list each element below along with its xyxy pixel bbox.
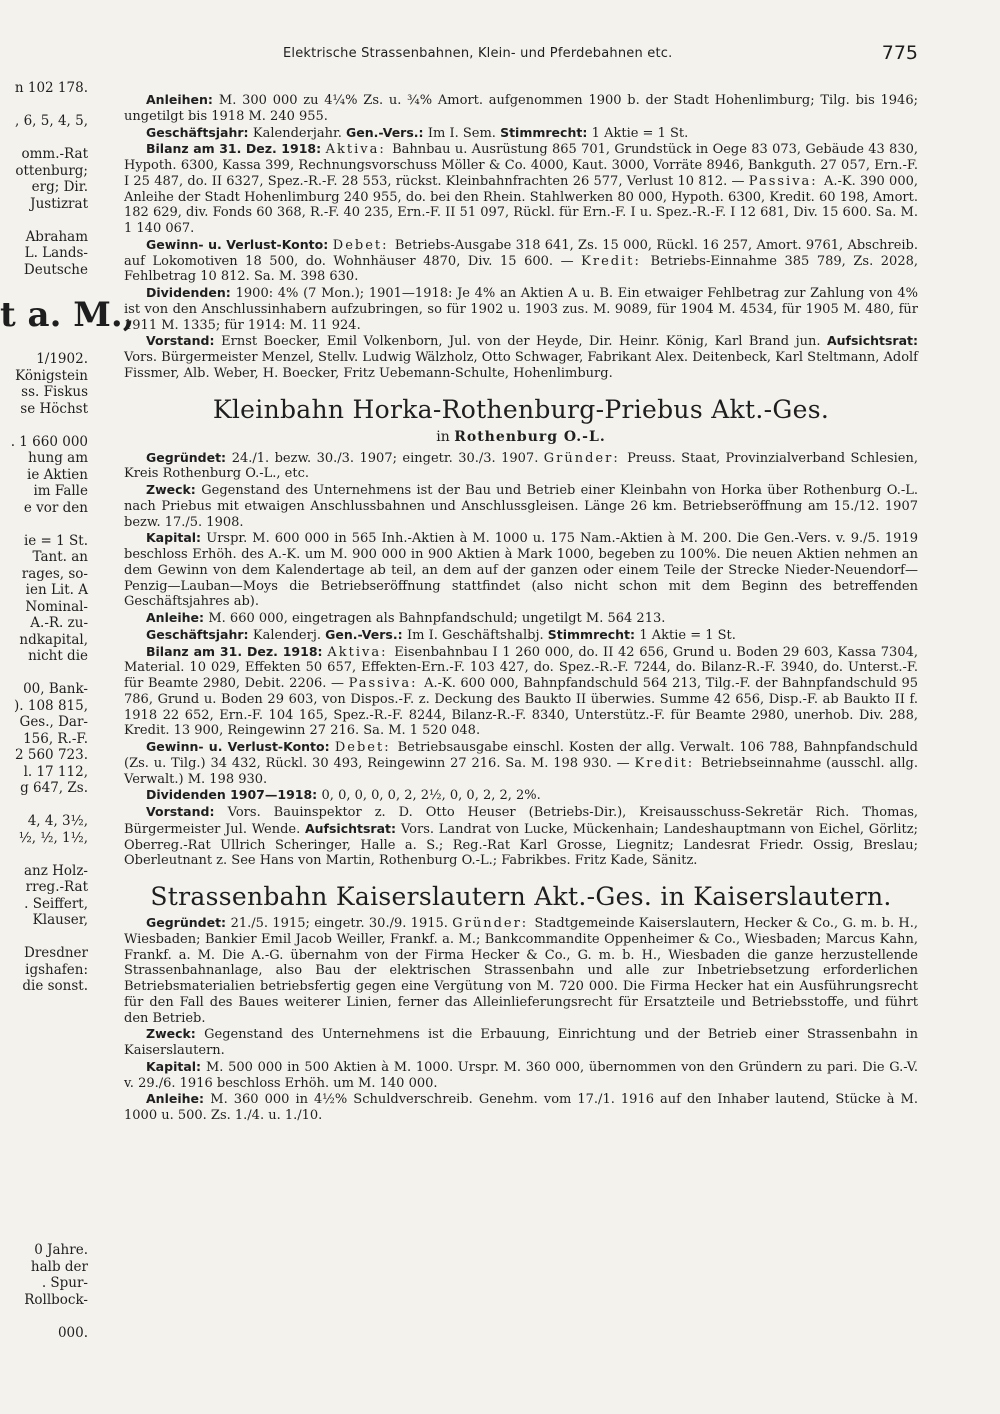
margin-fragment-line: Dresdner bbox=[24, 945, 88, 961]
field-label: Anleihe: bbox=[146, 610, 209, 625]
margin-fragment-line: die sonst. bbox=[22, 978, 88, 994]
margin-fragment-line bbox=[0, 1061, 88, 1078]
entry-text: 1 Aktie = 1 St. bbox=[639, 627, 736, 643]
running-title: Elektrische Strassenbahnen, Klein- und Pferdebahnen etc. bbox=[283, 46, 673, 61]
margin-fragment-line bbox=[0, 516, 88, 533]
entry-paragraph bbox=[124, 1026, 918, 1059]
entry-text: 24./1. bezw. 30./3. 1907; eingetr. 30./3. 1907. bbox=[231, 450, 544, 466]
entry-paragraph bbox=[124, 141, 918, 237]
field-label: Anleihe: bbox=[146, 1091, 211, 1107]
field-label: Kapital: bbox=[146, 530, 207, 546]
entry-paragraph bbox=[124, 450, 918, 483]
entry-paragraph bbox=[124, 1091, 918, 1124]
margin-fragment-line bbox=[0, 1226, 88, 1243]
entry-paragraph bbox=[124, 610, 918, 627]
entry-text: Betriebs-Ausgabe 318 641, Zs. 15 000, Rückl. 16 257, Amort. 9761, Abschreib. auf Lokomotiven 18 500, do. Wohnhäuser 4870, Div. 15 600. — bbox=[124, 237, 918, 269]
margin-fragment-line bbox=[0, 1209, 88, 1226]
margin-fragment-line: omm.-Rat bbox=[21, 146, 88, 162]
location-prefix: in bbox=[436, 428, 450, 445]
margin-fragment-line: . Spur- bbox=[41, 1275, 88, 1291]
margin-fragment-line: ottenburg; bbox=[15, 162, 88, 179]
entry-text: Betriebs-Einnahme 385 789, Zs. 2028, Fehlbetrag 10 812. Sa. M. 398 630. bbox=[124, 253, 918, 285]
field-label: Zweck: bbox=[146, 1026, 205, 1042]
margin-fragment-line: t a. M., bbox=[0, 294, 135, 335]
entry-paragraph bbox=[124, 333, 918, 381]
entry-text: 0, 0, 0, 0, 0, 2, 2½, 0, 0, 2, 2, 2%. bbox=[321, 788, 541, 804]
margin-fragment-line: . 1 660 000 bbox=[10, 433, 88, 450]
entry-text: 1900: 4% (7 Mon.); 1901—1918: Je 4% an Aktien A u. B. Ein etwaiger Fehlbetrag zur Zahlung von 4% ist von den Anschlussinhabern aufzubringen, so für 1902 u. 1903 zus. M. 9089, für 1904 M. 4534, für 1905 M. 480, für 1911 M. 1335; für 1914: M. 11 924. bbox=[124, 286, 918, 333]
entry-text: Gegenstand des Unternehmens ist der Bau und Betrieb einer Kleinbahn von Horka über Rothenburg O.-L. nach Priebus mit etwaigen Anschlussbahnen und Anschlussgleisen. Länge 26 km. Betriebseröffnung am 15./12. 1907 bezw. 17./5. 1908. bbox=[124, 483, 918, 530]
margin-fragment-line: Königstein bbox=[15, 367, 88, 384]
margin-fragment-line bbox=[0, 1308, 88, 1325]
entry-text: M. 360 000 in 4½% Schuldverschreib. Genehm. vom 17./1. 1916 auf den Inhaber lautend, Stücke à M. 1000 u. 500. Zs. 1./4. u. 1./10. bbox=[124, 1092, 918, 1123]
field-label: Stimmrecht: bbox=[500, 124, 592, 140]
entry-paragraph bbox=[124, 739, 918, 787]
margin-fragment-line: Justizrat bbox=[30, 195, 88, 212]
page-header bbox=[128, 40, 918, 70]
entry-text: Betriebseinnahme (ausschl. allg. Verwalt.) M. 198 930. bbox=[124, 755, 918, 787]
entry-text: 1 Aktie = 1 St. bbox=[591, 125, 689, 141]
field-label: Gewinn- u. Verlust-Konto: bbox=[146, 236, 333, 252]
margin-fragment-line bbox=[0, 417, 88, 434]
entry-text: Betriebsausgabe einschl. Kosten der allg. Verwalt. 106 788, Bahnpfandschuld (Zs. u. Tilg.) 34 432, Rückl. 30 493, Reingewinn 27 216. Sa. M. 198 930. — bbox=[124, 740, 918, 771]
entry-paragraph bbox=[124, 125, 918, 142]
entry-paragraph bbox=[124, 644, 918, 740]
entry-text: Bahnbau u. Ausrüstung 865 701, Grundstück in Oege 83 073, Gebäude 43 830, Hypoth. 6300, Kassa 399, Rechnungsvorschuss Möller & Co. 4000, Kaut. 3000, Vorräte 8946, Bankguth. 27 057, Ern.-F. I 25 487, do. II 6327, Spez.-R.-F. 28 553, rückst. Kleinbahnfrachten 26 577, Verlust 10 812. — bbox=[124, 142, 918, 189]
entry-text: Im I. Sem. bbox=[427, 125, 501, 141]
field-label: Zweck: bbox=[146, 482, 202, 497]
entry-text: 21./5. 1915; eingetr. 30./9. 1915. bbox=[230, 916, 453, 931]
margin-fragment-line bbox=[0, 1077, 88, 1094]
entry-text: A.-K. 600 000, Bahnpfandschuld 564 213, Tilg.-F. der Bahnpfandschuld 95 786, Grund u. Boden 29 603, von Dispos.-F. z. Deckung des Baukto II überwies. Summe 42 656, Disp.-F. ab Baukto II f. 1918 22 652, Ern.-F. 104 165, Spez.-R.-F. 8244, Bilanz-R.-F. 8340, Unterstütz.-F. für Beamte 2980, unerhob. Div. 288, Kredit. 13 900, Reingewinn 27 216. Sa. M. 1 520 048. bbox=[124, 676, 918, 739]
field-label: Bilanz am 31. Dez. 1918: bbox=[146, 643, 328, 659]
field-label: Kapital: bbox=[146, 1058, 206, 1074]
margin-fragment-line bbox=[0, 1094, 88, 1111]
margin-fragment-line: se Höchst bbox=[20, 400, 88, 417]
margin-fragment-line bbox=[0, 1127, 88, 1144]
company-title: Kleinbahn Horka-Rothenburg-Priebus Akt.-Ges. bbox=[212, 394, 830, 424]
field-label: Aufsichtsrat: bbox=[304, 820, 401, 836]
entry-text: Kalenderjahr. bbox=[252, 125, 347, 141]
margin-fragment-line: ½, ½, 1½, bbox=[18, 829, 88, 846]
margin-fragment-line: Tant. an bbox=[32, 549, 88, 565]
margin-fragment-line: igshafen: bbox=[25, 961, 88, 978]
margin-fragment-line: ie Aktien bbox=[27, 466, 88, 483]
margin-fragment-line: erg; Dir. bbox=[31, 179, 88, 195]
entry-text: Vors. Landrat von Lucke, Mückenhain; Landeshauptmann von Eichel, Görlitz; Oberreg.-Rat Ullrich Scheringer, Halle a. S.; Reg.-Rat Karl Grosse, Liegnitz; Landesrat Friedr. Ossig, Breslau; Oberleutnant z. See Hans von Martin, Rothenburg O.-L.; Fabrikbes. Fritz Kade, Sänitz. bbox=[124, 821, 919, 869]
margin-fragment-line bbox=[0, 1193, 88, 1210]
spaced-label: Gründer: bbox=[543, 450, 628, 466]
entry-paragraph bbox=[124, 804, 918, 869]
margin-fragment-line: 2 560 723. bbox=[15, 747, 88, 763]
field-label: Aufsichtsrat: bbox=[826, 333, 918, 349]
entry-text: Im I. Geschäftshalbj. bbox=[406, 627, 548, 643]
margin-fragment-line: 0 Jahre. bbox=[34, 1242, 88, 1258]
margin-fragment-line bbox=[0, 1143, 88, 1160]
margin-fragment-line: im Falle bbox=[33, 483, 88, 499]
field-label: Gen.-Vers.: bbox=[346, 124, 428, 140]
margin-fragment-line: l. 17 112, bbox=[23, 763, 88, 780]
margin-fragment-line: n 102 178. bbox=[14, 80, 88, 96]
margin-fragment-line bbox=[0, 846, 88, 863]
entry-paragraph bbox=[124, 787, 918, 804]
field-label: Geschäftsjahr: bbox=[146, 626, 253, 642]
entry-text: M. 500 000 in 500 Aktien à M. 1000. Urspr. M. 360 000, übernommen von den Gründern zu pari. Die G.-V. v. 29./6. 1916 beschloss Erhöh. um M. 140 000. bbox=[124, 1059, 918, 1091]
margin-fragment-line: Nominal- bbox=[25, 598, 88, 615]
entry-paragraph bbox=[124, 530, 918, 610]
margin-fragment-line bbox=[0, 665, 88, 682]
spaced-label: Passiva: bbox=[748, 173, 824, 189]
margin-fragment-line: Klauser, bbox=[32, 912, 88, 928]
entry-text: Vors. Bürgermeister Menzel, Stellv. Ludwig Wälzholz, Otto Schwager, Fabrikant Alex. Deitenbeck, Karl Steltmann, Adolf Fissmer, Alb. Weber, H. Boecker, Fritz Uebemann-Schulte, Hohenlimburg. bbox=[124, 350, 918, 381]
field-label: Gegründet: bbox=[146, 449, 232, 465]
margin-fragment-line: ie = 1 St. bbox=[23, 532, 88, 549]
field-label: Dividenden: bbox=[146, 285, 236, 300]
spaced-label: Gründer: bbox=[452, 916, 535, 931]
spaced-label: Debet: bbox=[334, 740, 398, 755]
margin-fragment-line: 4, 4, 3½, bbox=[27, 813, 88, 829]
margin-fragment-line bbox=[0, 1110, 88, 1127]
entry-text: M. 660 000, eingetragen als Bahnpfandschuld; ungetilgt M. 564 213. bbox=[208, 611, 666, 626]
margin-fragment-line: halb der bbox=[30, 1258, 88, 1275]
entry-paragraph bbox=[124, 237, 918, 285]
field-label: Bilanz am 31. Dez. 1918: bbox=[146, 141, 326, 157]
entry-paragraph bbox=[124, 285, 918, 333]
spaced-label: Kredit: bbox=[581, 253, 651, 269]
margin-fragment-line: Ges., Dar- bbox=[19, 714, 88, 730]
entry-text: Eisenbahnbau I 1 260 000, do. II 42 656, Grund u. Boden 29 603, Kassa 7304, Material. 10 029, Effekten 50 657, Effekten-Ern.-F. 103 427, do. Spez.-R.-F. 7244, do. Bilanz-R.-F. 3940, do. Unterst.-F. für Beamte 2980, Debit. 2206. — bbox=[124, 644, 918, 691]
field-label: Geschäftsjahr: bbox=[146, 124, 253, 140]
entry-text: M. 300 000 zu 4¼% Zs. u. ¾% Amort. aufgenommen 1900 b. der Stadt Hohenlimburg; Tilg. bis 1946; ungetilgt bis 1918 M. 240 955. bbox=[124, 93, 918, 124]
field-label: Stimmrecht: bbox=[547, 626, 640, 642]
field-label: Vorstand: bbox=[146, 804, 228, 819]
company-location bbox=[124, 428, 918, 446]
margin-fragment-line bbox=[0, 1044, 88, 1061]
entry-paragraph bbox=[124, 92, 918, 125]
margin-fragment-line bbox=[0, 1011, 88, 1028]
spaced-label: Kredit: bbox=[634, 755, 702, 771]
margin-fragment-line: , 6, 5, 4, 5, bbox=[15, 113, 88, 129]
margin-fragment-line: g 647, Zs. bbox=[20, 780, 88, 796]
margin-fragment-line: L. Lands- bbox=[24, 245, 88, 261]
margin-fragment-line: 1/1902. bbox=[36, 351, 88, 367]
margin-fragment-line: ss. Fiskus bbox=[21, 384, 88, 400]
margin-fragment-line bbox=[0, 1176, 88, 1193]
margin-fragment-line bbox=[0, 97, 88, 114]
spaced-label: Aktiva: bbox=[327, 644, 395, 660]
field-label: Gewinn- u. Verlust-Konto: bbox=[146, 739, 335, 754]
entry-paragraph bbox=[124, 627, 918, 644]
margin-fragment-line: nicht die bbox=[28, 648, 88, 664]
field-label: Anleihen: bbox=[146, 92, 219, 107]
page-number: 775 bbox=[881, 42, 918, 64]
spaced-label: Debet: bbox=[332, 237, 395, 253]
margin-fragment-line: 000. bbox=[57, 1324, 88, 1341]
entry-text: Ernst Boecker, Emil Volkenborn, Jul. von der Heyde, Dir. Heinr. König, Karl Brand jun. bbox=[221, 334, 827, 350]
adjacent-page-margin bbox=[0, 80, 135, 1341]
margin-fragment-line: 156, R.-F. bbox=[23, 730, 88, 747]
spaced-label: Passiva: bbox=[348, 676, 425, 691]
field-label: Dividenden 1907—1918: bbox=[146, 787, 322, 803]
entry-paragraph bbox=[124, 915, 918, 1026]
spaced-label: Aktiva: bbox=[325, 142, 393, 158]
margin-fragment-line: ndkapital, bbox=[19, 631, 88, 648]
entry-text: Urspr. M. 600 000 in 565 Inh.-Aktien à M. 1000 u. 175 Nam.-Aktien à M. 200. Die Gen.-Vers. v. 9./5. 1919 beschloss Erhöh. des A.-K. um M. 900 000 in 900 Aktien à Mark 1000, begeben zu 100%. Die neuen Aktien nehmen an dem Gewinn von dem Kalendertage ab teil, an dem auf der ganzen oder einem Teile der Strecke Nieder-Neuendorf—Penzig—Lauban—Moys die Betriebseröffnung stattfindet (also nicht schon mit dem Beginn des betreffenden Geschäftsjahres ab). bbox=[124, 531, 918, 610]
entry-text: A.-K. 390 000, Anleihe der Stadt Hohenlimburg 240 955, do. bei den Rhein. Stahlwerken 80 000, Hypoth. 6300, Kredit. 60 198, Amort. 182 629, div. Fonds 60 368, R.-F. 40 235, Ern.-F. II 51 097, Rückl. für Ern.-F. I u. Spez.-R.-F. I 12 681, Div. 15 600. Sa. M. 1 140 067. bbox=[124, 173, 918, 236]
margin-fragment-line bbox=[0, 335, 88, 352]
entry-text: Vors. Bauinspektor z. D. Otto Heuser (Betriebs-Dir.), Kreisausschuss-Sekretär Rich. Thomas, Bürgermeister Jul. Wende. bbox=[124, 805, 919, 837]
margin-fragment-line: Rollbock- bbox=[24, 1291, 88, 1308]
margin-fragment-line: A.-R. zu- bbox=[30, 615, 88, 631]
margin-fragment-line: ien Lit. A bbox=[25, 582, 88, 598]
company-title: Strassenbahn Kaiserslautern Akt.-Ges. in Kaiserslautern. bbox=[150, 882, 892, 911]
field-label: Gen.-Vers.: bbox=[325, 626, 407, 642]
margin-fragment-line bbox=[0, 1028, 88, 1045]
margin-fragment-line: . Seiffert, bbox=[24, 895, 88, 912]
entry-paragraph bbox=[124, 1059, 918, 1092]
margin-fragment-line bbox=[0, 1160, 88, 1177]
margin-fragment-line: ). 108 815, bbox=[14, 697, 88, 714]
entry-text: Stadtgemeinde Kaiserslautern, Hecker & Co., G. m. b. H., Wiesbaden; Bankier Emil Jacob Weiller, Frankf. a. M.; Bankcommandite Oppenheimer & Co., Wiesbaden; Marcus Kahn, Frankf. a. M. Die A.-G. übernahm von der Firma Hecker & Co., G. m. b. H., Wiesbaden die ganze herzustellende Strassenbahnanlage, also Bau der elektrischen Strassenbahn und alle zur Inbetriebsetzung erforderlichen Betriebsmaterialien betriebsfertig gegen eine Vergütung von M. 720 000. Die Firma Hecker hat ein Ausführungsrecht für den Fall des Baues weiterer Linien, ferner das Alleinlieferungsrecht für Ersatzteile und Betriebsstoffe, und führt den Betrieb. bbox=[124, 916, 919, 1026]
margin-fragment-line: anz Holz- bbox=[23, 862, 88, 879]
entry-paragraph bbox=[124, 482, 918, 530]
margin-fragment-line bbox=[0, 995, 88, 1012]
entry-text: Kalenderj. bbox=[252, 627, 326, 643]
margin-fragment-line bbox=[0, 278, 88, 295]
field-label: Vorstand: bbox=[146, 333, 222, 349]
margin-fragment-line: e vor den bbox=[23, 499, 88, 516]
margin-fragment-line: 00, Bank- bbox=[23, 681, 88, 697]
margin-fragment-line: hung am bbox=[28, 450, 88, 466]
margin-fragment-line: Deutsche bbox=[23, 261, 88, 278]
entry-text: Gegenstand des Unternehmens ist die Erbauung, Einrichtung und der Betrieb einer Strassenbahn in Kaiserslautern. bbox=[124, 1027, 919, 1058]
margin-fragment-line bbox=[0, 929, 88, 946]
margin-fragment-line: rreg.-Rat bbox=[25, 879, 88, 895]
margin-fragment-line bbox=[0, 212, 88, 229]
field-label: Gegründet: bbox=[146, 915, 231, 930]
location-name: Rothenburg O.-L. bbox=[454, 428, 606, 445]
margin-fragment-line bbox=[0, 797, 88, 814]
entry-text: Preuss. Staat, Provinzialverband Schlesien, Kreis Rothenburg O.-L., etc. bbox=[124, 450, 918, 482]
margin-fragment-line: Abraham bbox=[25, 228, 88, 245]
margin-fragment-line bbox=[0, 130, 88, 147]
main-text-column bbox=[124, 92, 918, 1124]
margin-fragment-line: rages, so- bbox=[21, 565, 88, 582]
